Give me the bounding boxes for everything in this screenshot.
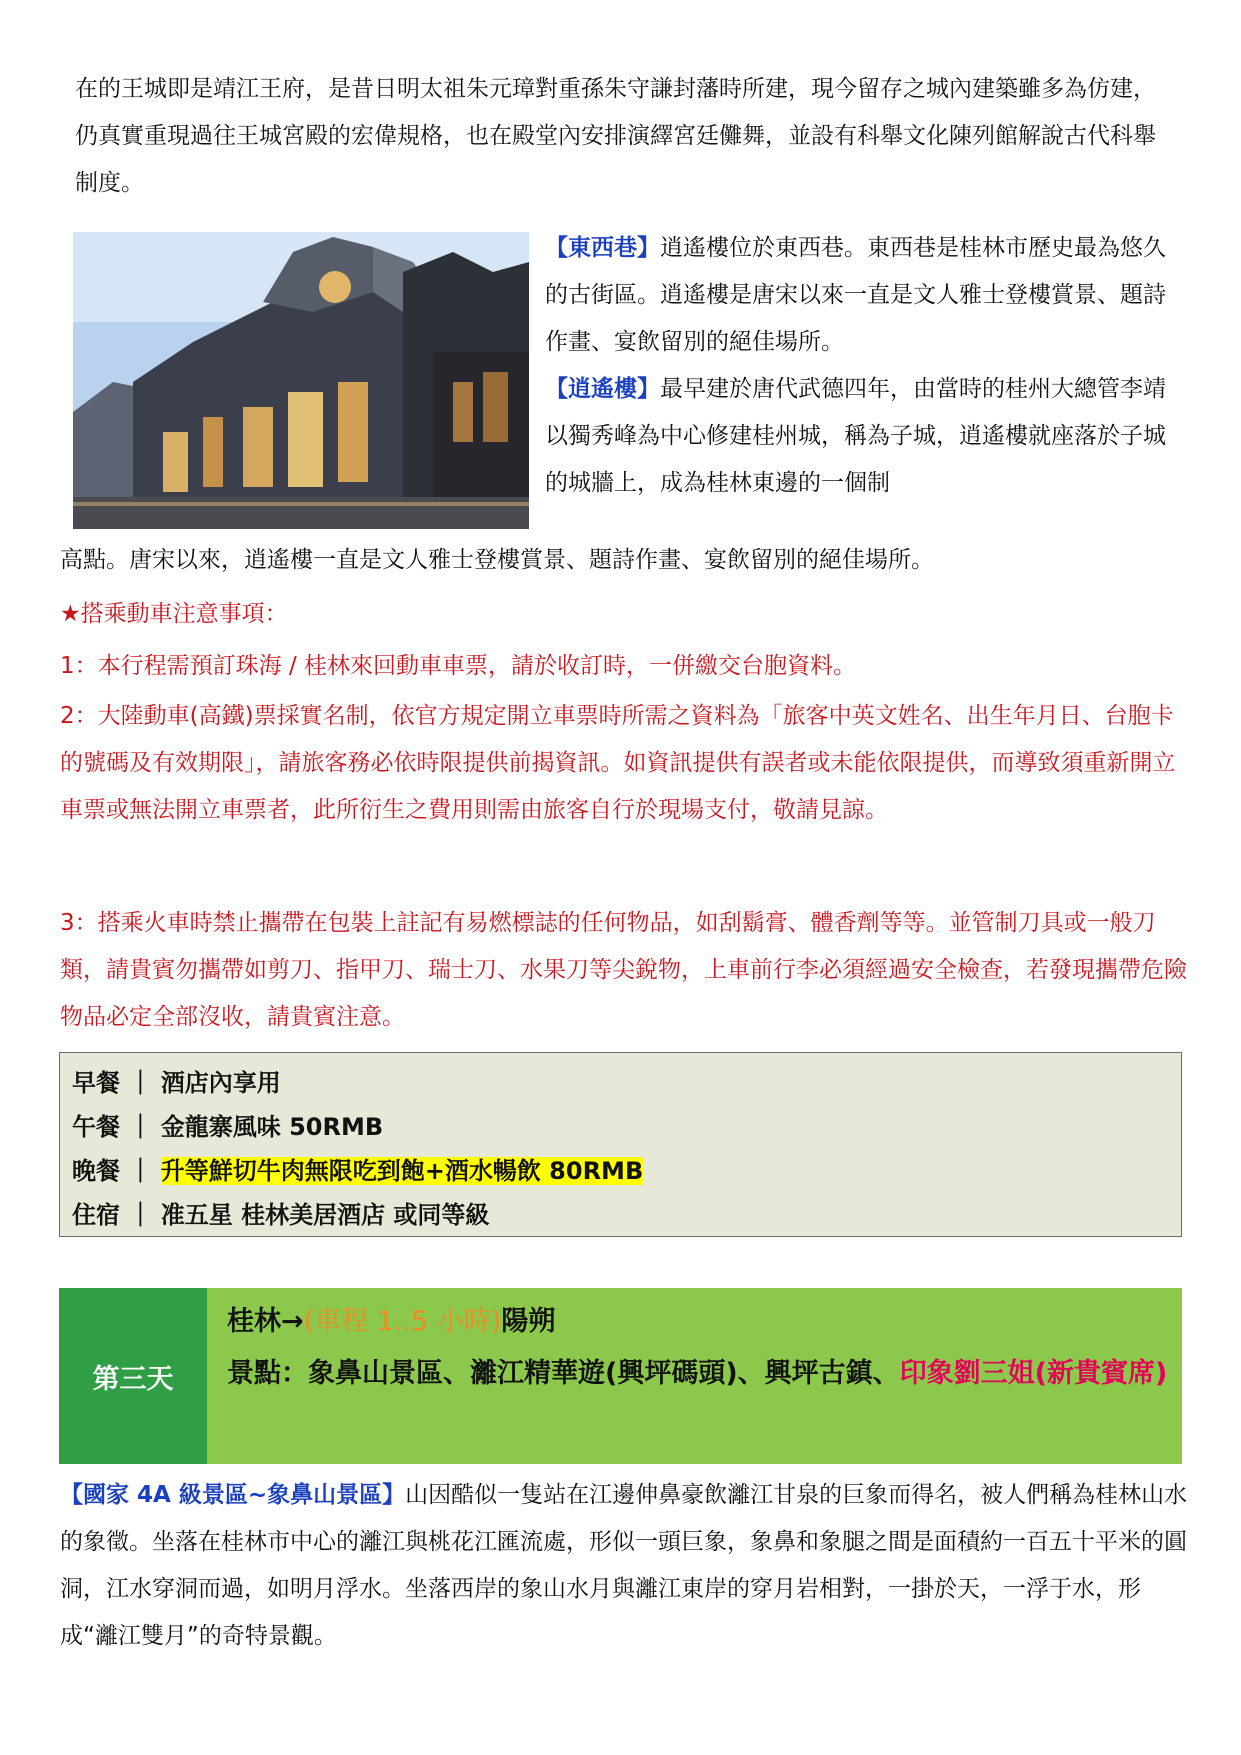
train-note-2: 2：大陸動車(高鐵)票採實名制，依官方規定開立車票時所需之資料為「旅客中英文姓名、出生年月日、台胞卡的號碼及有效期限」，請旅客務必依時限提供前揭資訊。如資訊提供有誤者或未能依限提供，而導致須重新開立車票或無法開立車票者，此所衍生之費用則需由旅客自行於現場支付，敬請見諒。 <box>60 703 1176 823</box>
train-notes-title: ★搭乘動車注意事項： <box>60 601 288 627</box>
day3-route <box>227 1296 1182 1348</box>
dongxi-text: 逍遙樓位於東西巷。東西巷是桂林市歷史最為悠久的古街區。逍遙樓是唐宋以來一直是文人雅士登樓賞景、題詩作畫、宴飲留別的絕佳場所。 <box>545 235 1166 355</box>
route-time: (車程 1..5 小時) <box>303 1306 502 1337</box>
day3-content <box>207 1288 1182 1464</box>
day3-header <box>59 1288 1182 1464</box>
day3-spots <box>227 1348 1182 1400</box>
elephant-title: 【國家 4A 級景區~象鼻山景區】 <box>60 1482 406 1508</box>
spots-highlight: 印象劉三姐(新貴賓席) <box>899 1358 1168 1389</box>
lunch-label: 午餐 ｜ <box>72 1113 161 1141</box>
building-illustration <box>73 232 529 529</box>
xiaoyao-text-continued: 高點。唐宋以來，逍遙樓一直是文人雅士登樓賞景、題詩作畫、宴飲留別的絕佳場所。 <box>60 547 934 573</box>
stay-label: 住宿 ｜ <box>72 1201 161 1229</box>
elephant-trunk-paragraph <box>60 1472 1190 1660</box>
dinner-row <box>72 1149 1169 1193</box>
intro-paragraph: 在的王城即是靖江王府，是昔日明太祖朱元璋對重孫朱守謙封藩時所建，現今留存之城內建築雖多為仿建，仍真實重現過往王城宮殿的宏偉規格，也在殿堂內安排演繹宮廷儺舞，並設有科舉文化陳列館解說古代科舉制度。 <box>75 76 1156 196</box>
breakfast-label: 早餐 ｜ <box>72 1069 161 1097</box>
breakfast-row <box>72 1061 1169 1105</box>
train-note-1: 1：本行程需預訂珠海 / 桂林來回動車車票，請於收訂時，一併繳交台胞資料。 <box>60 653 857 679</box>
elephant-text: 山因酷似一隻站在江邊伸鼻豪飲灕江甘泉的巨象而得名，被人們稱為桂林山水的象徵。坐落在桂林市中心的灕江與桃花江匯流處，形似一頭巨象，象鼻和象腿之間是面積約一百五十平米的圓洞，江水穿洞而過，如明月浮水。坐落西岸的象山水月與灕江東岸的穿月岩相對，一掛於天，一浮于水，形成“灕江雙月”的奇特景觀。 <box>60 1482 1188 1649</box>
dongxi-title: 【東西巷】 <box>545 235 660 261</box>
right-column-text <box>545 225 1185 507</box>
meals-box <box>59 1052 1182 1237</box>
route-from: 桂林→ <box>227 1306 304 1337</box>
xiaoyao-text: 最早建於唐代武德四年，由當時的桂州大總管李靖以獨秀峰為中心修建桂州城，稱為子城，逍遙樓就座落於子城的城牆上，成為桂林東邊的一個制 <box>545 376 1166 496</box>
dinner-label: 晚餐 ｜ <box>72 1157 161 1185</box>
stay-value: 准五星 桂林美居酒店 或同等級 <box>160 1201 490 1229</box>
day3-label: 第三天 <box>59 1288 207 1464</box>
lunch-row <box>72 1105 1169 1149</box>
dinner-value: 升等鮮切牛肉無限吃到飽+酒水暢飲 80RMB <box>160 1157 644 1185</box>
stay-row <box>72 1193 1169 1237</box>
route-to: 陽朔 <box>501 1306 556 1337</box>
lunch-value: 金龍寨風味 50RMB <box>160 1113 384 1141</box>
breakfast-value: 酒店內享用 <box>160 1069 281 1097</box>
train-note-3: 3：搭乘火車時禁止攜帶在包裝上註記有易燃標誌的任何物品，如刮鬍膏、體香劑等等。並管制刀具或一般刀類，請貴賓勿攜帶如剪刀、指甲刀、瑞士刀、水果刀等尖銳物，上車前行李必須經過安全檢查，若發現攜帶危險物品必定全部沒收，請貴賓注意。 <box>60 910 1187 1030</box>
dongxi-alley-photo <box>73 232 529 529</box>
xiaoyao-title: 【逍遙樓】 <box>545 376 660 402</box>
spots-main: 景點：象鼻山景區、灕江精華遊(興坪碼頭)、興坪古鎮、 <box>227 1358 900 1389</box>
